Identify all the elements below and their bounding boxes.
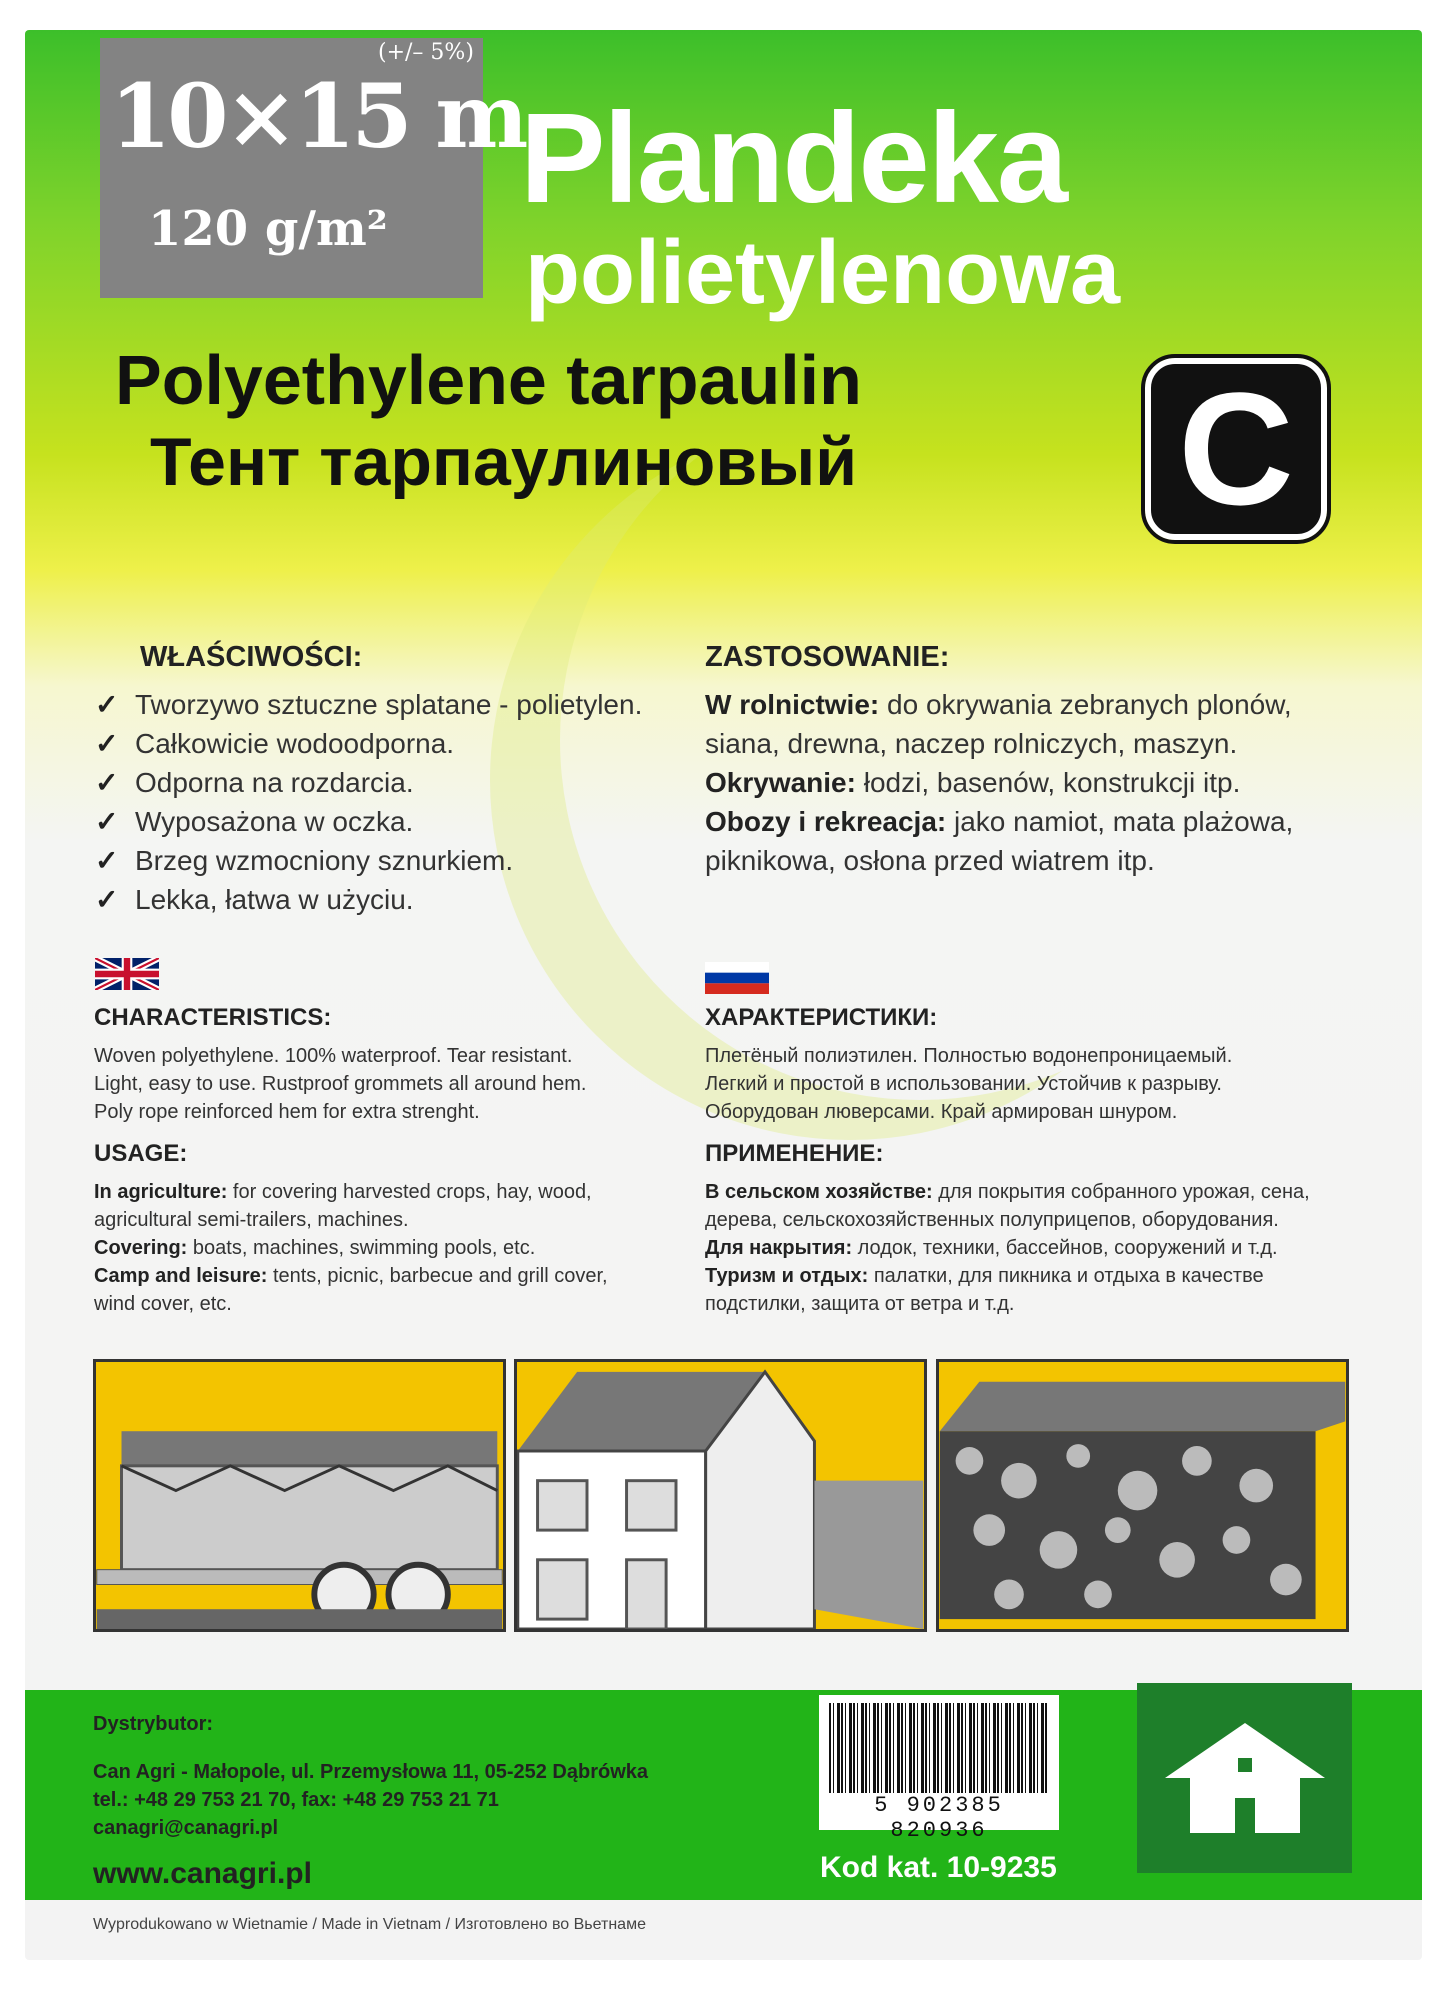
barcode-number: 5 902385 820936	[874, 1793, 1004, 1843]
text-line: Плетёный полиэтилен. Полностью водонепроницаемый.	[705, 1045, 1233, 1067]
use-text: do okrywania zebranych plonów, siana, drewna, naczep rolniczych, maszyn.	[705, 689, 1292, 759]
check-icon: ✓	[95, 728, 119, 759]
distributor-address: Can Agri - Małopole, ul. Przemysłowa 11, 05-252 Dąbrówka	[93, 1761, 648, 1783]
use-item	[705, 763, 1345, 802]
use-label: В сельском хозяйстве:	[705, 1181, 933, 1203]
title-pl-1: Plandeka	[520, 87, 1067, 230]
item-text: Wyposażona w oczka.	[135, 806, 414, 837]
dimensions: 10×15 m	[110, 64, 525, 168]
use-label: In agriculture:	[94, 1181, 228, 1203]
pl-uses	[705, 685, 1345, 880]
weight: 120 g/m²	[148, 201, 388, 257]
check-icon: ✓	[95, 767, 119, 798]
check-icon: ✓	[95, 689, 119, 720]
house-illustration	[514, 1359, 927, 1632]
pl-props-title: WŁAŚCIWOŚCI:	[140, 641, 363, 673]
pl-props-list	[95, 685, 642, 919]
house-icon	[1160, 1718, 1330, 1838]
use-item	[94, 1178, 654, 1234]
use-item	[94, 1262, 654, 1318]
use-text: jako namiot, mata plażowa, piknikowa, osłona przed wiatrem itp.	[705, 806, 1294, 876]
trailer-illustration	[93, 1359, 506, 1632]
use-item	[705, 1234, 1365, 1262]
ru-usage-title: ПРИМЕНЕНИЕ:	[705, 1140, 884, 1167]
title-pl-2: polietylenowa	[525, 223, 1121, 323]
woodpile-illustration	[936, 1359, 1349, 1632]
item-text: Tworzywo sztuczne splatane - polietylen.	[135, 689, 643, 720]
en-char-text	[94, 1042, 586, 1126]
use-label: Туризм и отдых:	[705, 1265, 869, 1287]
check-icon: ✓	[95, 884, 119, 915]
use-item	[705, 685, 1345, 763]
en-char-title: CHARACTERISTICS:	[94, 1004, 332, 1031]
use-text: палатки, для пикника и отдыха в качестве подстилки, защита от ветра и т.д.	[705, 1265, 1264, 1315]
title-en: Polyethylene tarpaulin	[115, 341, 862, 419]
ru-char-title: ХАРАКТЕРИСТИКИ:	[705, 1004, 938, 1031]
use-item	[705, 802, 1345, 880]
use-item	[705, 1262, 1365, 1318]
text-line: Woven polyethylene. 100% waterproof. Tear resistant.	[94, 1045, 573, 1067]
use-label: Okrywanie:	[705, 767, 856, 798]
text-line: Light, easy to use. Rustproof grommets all around hem.	[94, 1073, 587, 1095]
barcode	[819, 1695, 1059, 1843]
item-text: Odporna na rozdarcia.	[135, 767, 414, 798]
website: www.canagri.pl	[93, 1857, 312, 1890]
use-text: łodzi, basenów, konstrukcji itp.	[855, 767, 1241, 798]
use-label: W rolnictwie:	[705, 689, 880, 720]
text-line: Poly rope reinforced hem for extra strenght.	[94, 1101, 480, 1123]
use-text: for covering harvested crops, hay, wood, agricultural semi-trailers, machines.	[94, 1181, 592, 1231]
list-item	[95, 685, 642, 724]
house-logo	[1137, 1683, 1352, 1873]
item-text: Całkowicie wodoodporna.	[135, 728, 455, 759]
list-item	[95, 763, 642, 802]
use-text: для покрытия собранного урожая, сена, дерева, сельскохозяйственных полуприцепов, оборудования.	[705, 1181, 1310, 1231]
list-item	[95, 841, 642, 880]
text-line: Легкий и простой в использовании. Устойчив к разрыву.	[705, 1073, 1222, 1095]
tolerance: (+/– 5%)	[378, 40, 474, 65]
ru-usage	[705, 1178, 1365, 1318]
use-text: лодок, техники, бассейнов, сооружений и т.д.	[852, 1237, 1278, 1259]
use-item	[94, 1234, 654, 1262]
barcode-bars	[829, 1703, 1049, 1793]
en-usage	[94, 1178, 654, 1318]
item-text: Brzeg wzmocniony sznurkiem.	[135, 845, 514, 876]
class-badge: C	[1145, 358, 1327, 540]
en-usage-title: USAGE:	[94, 1140, 188, 1167]
pl-use-title: ZASTOSOWANIE:	[705, 641, 950, 673]
distributor-email: canagri@canagri.pl	[93, 1817, 279, 1839]
item-text: Lekka, łatwa w użyciu.	[135, 884, 414, 915]
uk-flag-icon	[95, 958, 159, 990]
use-label: Camp and leisure:	[94, 1265, 268, 1287]
use-label: Для накрытия:	[705, 1237, 853, 1259]
check-icon: ✓	[95, 845, 119, 876]
use-label: Obozy i rekreacja:	[705, 806, 947, 837]
check-icon: ✓	[95, 806, 119, 837]
title-ru: Тент тарпаулиновый	[150, 424, 857, 500]
use-item	[705, 1178, 1365, 1234]
list-item	[95, 880, 642, 919]
text-line: Оборудован люверсами. Край армирован шнуром.	[705, 1101, 1178, 1123]
list-item	[95, 802, 642, 841]
distributor-phone: tel.: +48 29 753 21 70, fax: +48 29 753 21 71	[93, 1789, 499, 1811]
catalog-code: Kod kat. 10-9235	[820, 1851, 1057, 1884]
ru-char-text	[705, 1042, 1232, 1126]
list-item	[95, 724, 642, 763]
use-text: boats, machines, swimming pools, etc.	[187, 1237, 536, 1259]
use-label: Covering:	[94, 1237, 188, 1259]
distributor-label: Dystrybutor:	[93, 1713, 214, 1735]
russia-flag-icon	[705, 962, 769, 994]
made-in: Wyprodukowano w Wietnamie / Made in Vietnam / Изготовлено во Вьетнаме	[93, 1916, 646, 1933]
use-text: tents, picnic, barbecue and grill cover, wind cover, etc.	[94, 1265, 608, 1315]
